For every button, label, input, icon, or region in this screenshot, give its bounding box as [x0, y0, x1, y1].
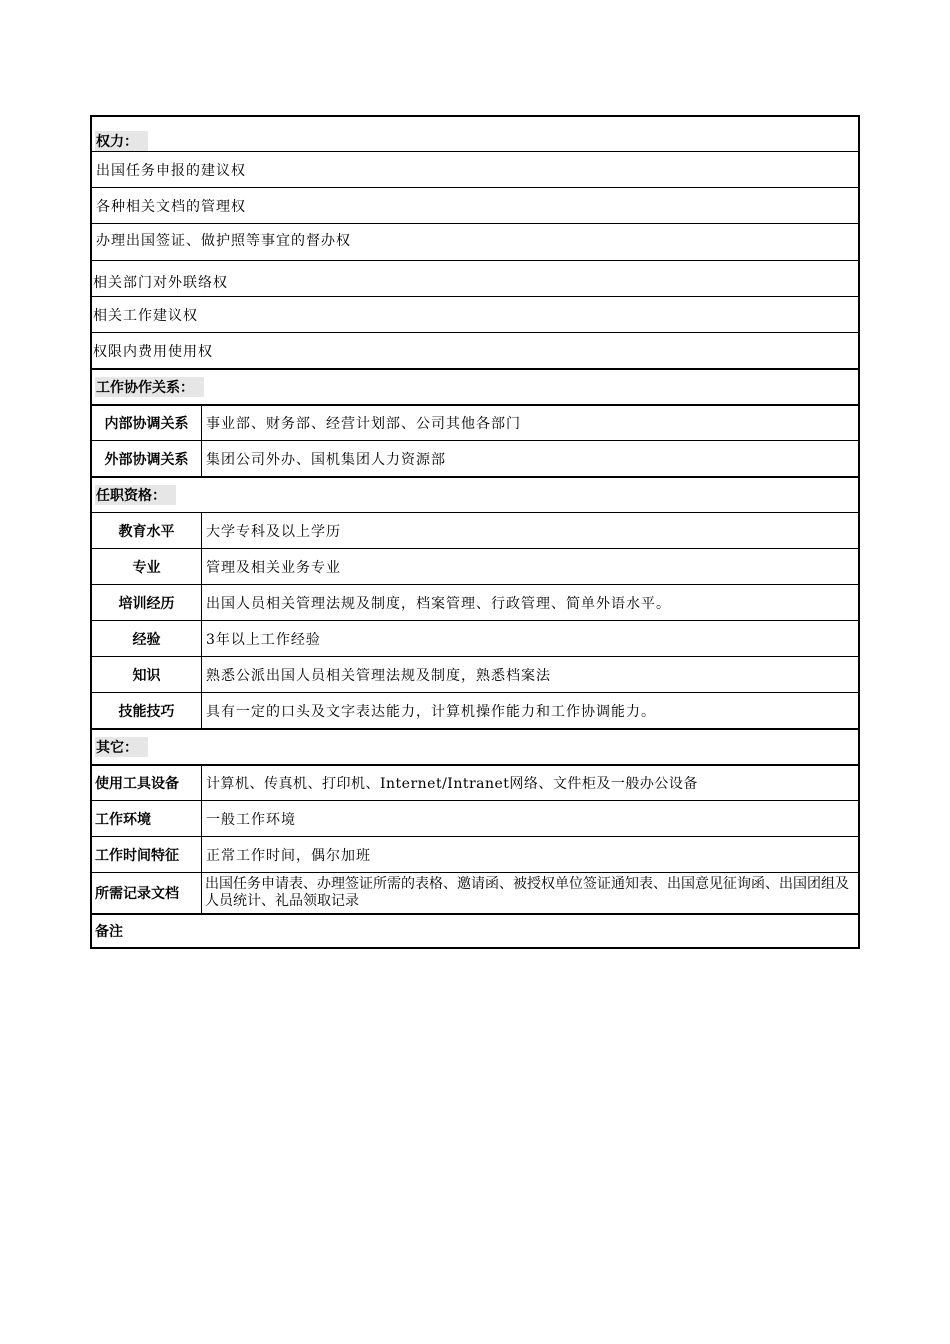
other-row: [92, 800, 858, 836]
relation-label: 内部协调关系: [92, 406, 202, 440]
qualification-label: 经验: [92, 621, 202, 656]
other-row: [92, 872, 858, 913]
authority-item-text: 各种相关文档的管理权: [96, 198, 246, 215]
qualification-value: 熟悉公派出国人员相关管理法规及制度，熟悉档案法: [206, 667, 551, 684]
qualification-value: 具有一定的口头及文字表达能力，计算机操作能力和工作协调能力。: [206, 703, 656, 720]
qualification-row: [92, 512, 858, 548]
qualification-value: 出国人员相关管理法规及制度，档案管理、行政管理、简单外语水平。: [206, 595, 671, 612]
section-header-other: [92, 728, 858, 764]
authority-item: [92, 223, 858, 260]
qualification-value: 管理及相关业务专业: [206, 560, 341, 576]
qualification-label: 培训经历: [92, 585, 202, 620]
relation-value: 事业部、财务部、经营计划部、公司其他各部门: [206, 416, 521, 432]
section-header-authority: [92, 117, 858, 151]
other-value: 出国任务申请表、办理签证所需的表格、邀请函、被授权单位签证通知表、出国意见征询函、出国团组及人员统计、礼品领取记录: [205, 876, 849, 909]
authority-item: [92, 296, 858, 332]
other-label: 工作环境: [92, 801, 202, 836]
other-label: 工作时间特征: [92, 837, 202, 872]
authority-item-text: 相关部门对外联络权: [93, 275, 228, 291]
authority-item-text: 权限内费用使用权: [93, 343, 213, 360]
authority-item-text: 相关工作建议权: [93, 307, 198, 324]
authority-item: [92, 151, 858, 187]
section-title: 备注: [95, 924, 123, 940]
job-description-table: [90, 115, 860, 949]
section-header-relations: [92, 368, 858, 404]
relation-row: [92, 404, 858, 440]
authority-item-text: 办理出国签证、做护照等事宜的督办权: [96, 233, 351, 249]
section-title: 其它：: [95, 737, 148, 757]
other-value: 一般工作环境: [206, 811, 296, 828]
authority-item: [92, 260, 858, 296]
other-row: [92, 836, 858, 872]
other-value: 正常工作时间，偶尔加班: [206, 847, 371, 864]
authority-item: [92, 187, 858, 223]
qualification-row: [92, 620, 858, 656]
section-title: 任职资格：: [95, 485, 176, 505]
qualification-label: 专业: [92, 549, 202, 584]
section-header-qualifications: [92, 476, 858, 512]
qualification-label: 教育水平: [92, 513, 202, 548]
relation-row: [92, 440, 858, 476]
authority-item: [92, 332, 858, 368]
relation-value: 集团公司外办、国机集团人力资源部: [206, 451, 446, 468]
qualification-label: 技能技巧: [92, 693, 202, 728]
section-title: 工作协作关系：: [95, 377, 204, 397]
qualification-row: [92, 692, 858, 728]
other-value: 计算机、传真机、打印机、Internet/Intranet网络、文件柜及一般办公设备: [206, 776, 698, 792]
section-header-remarks: [92, 913, 858, 947]
qualification-row: [92, 548, 858, 584]
qualification-value: 3年以上工作经验: [206, 632, 321, 648]
other-row: [92, 764, 858, 800]
authority-item-text: 出国任务申报的建议权: [96, 162, 246, 179]
relation-label: 外部协调关系: [92, 441, 202, 476]
qualification-row: [92, 584, 858, 620]
qualification-value: 大学专科及以上学历: [206, 523, 341, 540]
other-label: 使用工具设备: [92, 766, 202, 800]
qualification-label: 知识: [92, 657, 202, 692]
other-label: 所需记录文档: [92, 873, 202, 913]
qualification-row: [92, 656, 858, 692]
section-title: 权力：: [95, 131, 148, 151]
